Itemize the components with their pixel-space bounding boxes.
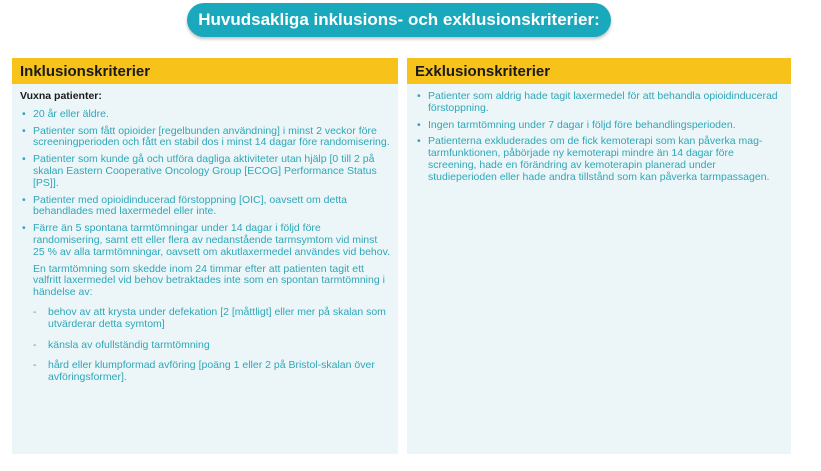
inclusion-column <box>12 58 398 454</box>
list-item: • Patienterna exkluderades om de fick kemoterapi som kan påverka mag-tarmfunktionen, påbörjade ny kemoterapi mindre än 14 dagar före screening, hade en förändring av kemoterapin planerad under studieperioden eller hade andra tillstånd som kan påverka tarmpassagen. <box>415 136 783 183</box>
list-item: • Patienter som fått opioider [regelbunden användning] i minst 2 veckor före screeningperioden och fått en stabil dos i minst 14 dagar före randomisering. <box>20 126 390 150</box>
list-item: • Patienter som kunde gå och utföra dagliga aktiviteter utan hjälp [0 till 2 på skalan Eastern Cooperative Oncology Group [ECOG] Performance Status [PS]]. <box>20 154 390 189</box>
exclusion-header: Exklusionskriterier <box>407 58 791 84</box>
sub-list-item: - behov av att krysta under defekation [2 [måttligt] eller mer på skalan som utvärderar detta symtom] <box>20 307 390 331</box>
inclusion-subheader: Vuxna patienter: <box>20 90 102 102</box>
exclusion-body <box>407 84 791 454</box>
inclusion-sub-list <box>20 307 390 384</box>
list-item: • Färre än 5 spontana tarmtömningar under 14 dagar i följd före randomisering, samt ett eller flera av nedanstående tarmsymtom vid minst 25 % av alla tarmtömningar, oavsett om akutlaxermedel användes vid behov. <box>20 223 390 258</box>
inclusion-header: Inklusionskriterier <box>12 58 398 84</box>
sub-list-item: - hård eller klumpformad avföring [poäng 1 eller 2 på Bristol-skalan över avföringsformer]. <box>20 360 390 384</box>
page-title: Huvudsakliga inklusions- och exklusionskriterier: <box>187 3 611 37</box>
inclusion-note: En tarmtömning som skedde inom 24 timmar efter att patienten tagit ett valfritt laxermedel vid behov betraktades inte som en spontan tarmtömning i händelse av: <box>33 262 385 299</box>
list-item: • Ingen tarmtömning under 7 dagar i följd före behandlingsperioden. <box>415 120 783 132</box>
inclusion-list <box>20 109 390 259</box>
list-item: • 20 år eller äldre. <box>20 109 390 121</box>
list-item: • Patienter med opioidinducerad förstoppning [OIC], oavsett om detta behandlades med laxermedel eller inte. <box>20 195 390 219</box>
list-item: • Patienter som aldrig hade tagit laxermedel för att behandla opioidinducerad förstoppning. <box>415 91 783 115</box>
inclusion-body <box>12 84 398 454</box>
exclusion-column <box>407 58 791 454</box>
sub-list-item: - känsla av ofullständig tarmtömning <box>20 340 390 352</box>
exclusion-list <box>415 91 783 184</box>
